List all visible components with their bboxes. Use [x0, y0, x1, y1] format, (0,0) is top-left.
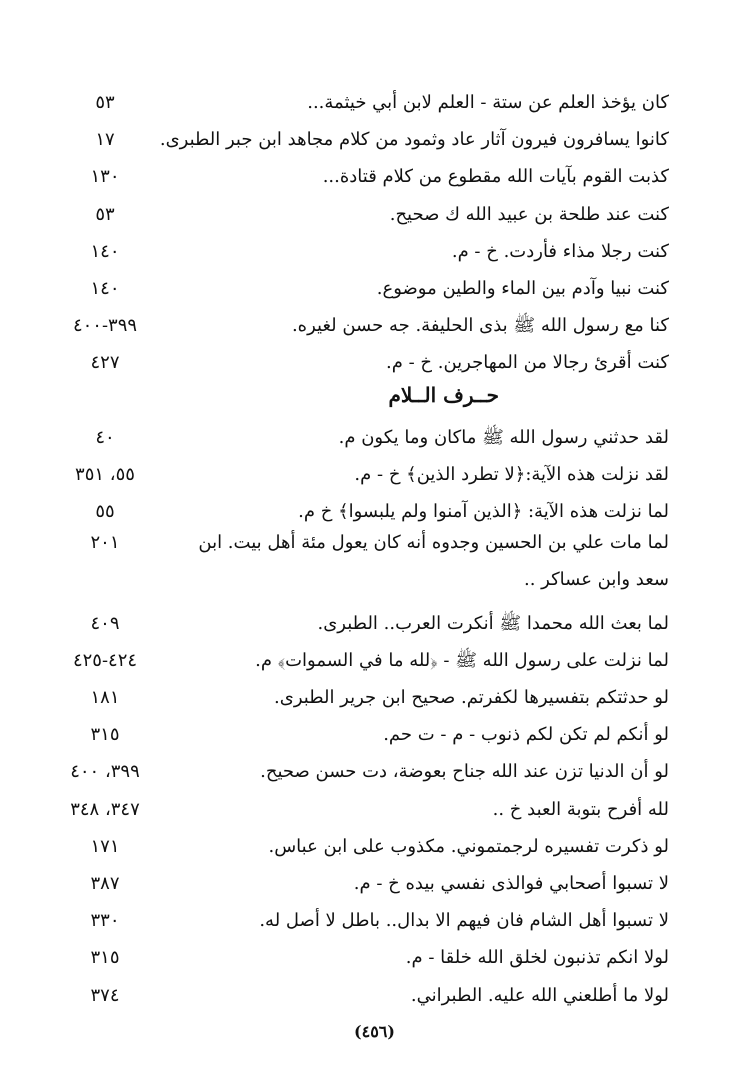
page-reference: ٣٣٠: [90, 910, 120, 932]
index-entry: [0, 264, 749, 301]
page-reference: ٤٢٤-٤٢٥: [72, 649, 138, 671]
index-entry: [0, 747, 749, 784]
hadith-text: كذبت القوم بآيات الله مقطوع من كلام قتادة...: [322, 166, 669, 188]
page-reference: ٣٨٧: [90, 872, 120, 894]
hadith-text: كنت نبيا وآدم بين الماء والطين موضوع.: [376, 277, 669, 299]
hadith-text: لا تسبوا أهل الشام فان فيهم الا بدال.. باطل لا أصل له.: [259, 910, 669, 932]
index-entry: [0, 78, 749, 115]
hadith-text: لما بعث الله محمدا ﷺ أنكرت العرب.. الطبرى.: [317, 612, 669, 634]
hadith-text: كنت رجلا مذاء فأردت. خ - م.: [451, 240, 669, 262]
index-entry: [0, 636, 749, 673]
hadith-text: لو أن الدنيا تزن عند الله جناح بعوضة، دت حسن صحيح.: [260, 761, 669, 783]
page-reference: ٣١٥: [90, 947, 120, 969]
section-heading: حــرف الــلام: [388, 382, 499, 407]
page-reference: ٣٤٧، ٣٤٨: [70, 798, 140, 820]
page-reference: ٣٩٩، ٤٠٠: [70, 761, 140, 783]
page-reference: ٥٥: [95, 501, 115, 523]
hadith-text: لقد نزلت هذه الآية:﴿لا تطرد الذين﴾ خ - م.: [354, 463, 669, 485]
index-entry: [0, 896, 749, 933]
page-reference: ٥٣: [95, 203, 115, 225]
hadith-text: لولا ما أطلعني الله عليه. الطبراني.: [410, 984, 669, 1006]
page-reference: ٤٢٧: [90, 352, 120, 374]
hadith-text: لو أنكم لم تكن لكم ذنوب - م - ت حم.: [383, 724, 669, 746]
hadith-text: لله أفرح بتوبة العبد خ ..: [492, 798, 669, 820]
page-reference: ٤٠: [95, 426, 115, 448]
index-entry: [0, 822, 749, 859]
page-reference: ١٤٠: [90, 277, 120, 299]
hadith-text: كنت عند طلحة بن عبيد الله ك صحيح.: [389, 203, 669, 225]
hadith-text: لما نزلت على رسول الله ﷺ - ﴿لله ما في السموات﴾ م.: [255, 649, 669, 671]
page-reference: ٣١٥: [90, 724, 120, 746]
hadith-text: كان يؤخذ العلم عن ستة - العلم لابن أبي خيثمة...: [307, 92, 669, 113]
hadith-text: كنت أقرئ رجالا من المهاجرين. خ - م.: [386, 352, 669, 374]
index-entry: [0, 413, 749, 450]
page-reference: ٢٠١: [90, 532, 120, 554]
page-reference: ٥٥، ٣٥١: [75, 463, 135, 485]
hadith-text: كانوا يسافرون فيرون آثار عاد وثمود من كلام مجاهد ابن جبر الطبرى.: [159, 129, 669, 151]
page-number: (٤٥٦): [354, 1022, 395, 1041]
index-entry: [0, 190, 749, 227]
hadith-text: لقد حدثني رسول الله ﷺ ماكان وما يكون م.: [338, 426, 669, 448]
hadith-text: كنا مع رسول الله ﷺ بذى الحليفة. جه حسن لغيره.: [291, 315, 669, 337]
index-entry: [0, 524, 749, 598]
index-entry: [0, 487, 749, 524]
index-entry: [0, 450, 749, 487]
index-entry: [0, 115, 749, 152]
index-entry: [0, 971, 749, 1008]
hadith-text: لولا انكم تذنبون لخلق الله خلقا - م.: [405, 947, 669, 969]
index-entry: [0, 859, 749, 896]
page-reference: ١٧: [95, 129, 115, 151]
index-entry: [0, 599, 749, 636]
index-entry: [0, 301, 749, 338]
hadith-text: لما مات علي بن الحسين وجدوه أنه كان يعول مئة أهل بيت. ابن سعد وابن عساكر ..: [198, 532, 669, 591]
page-reference: ١٧١: [90, 835, 120, 857]
hadith-text: لما نزلت هذه الآية: ﴿الذين آمنوا ولم يلبسوا﴾ خ م.: [298, 501, 669, 523]
index-entry: [0, 933, 749, 970]
page-reference: ٤٠٩: [90, 612, 120, 634]
page-reference: ٥٣: [95, 92, 115, 113]
index-entry: [0, 785, 749, 822]
index-entry: [0, 227, 749, 264]
index-entries-list: [0, 78, 749, 1008]
page-reference: ٣٩٩-٤٠٠: [72, 315, 138, 337]
page-reference: ١٣٠: [90, 166, 120, 188]
section-heading-row: [0, 376, 749, 413]
index-entry: [0, 673, 749, 710]
hadith-text: لو حدثتكم بتفسيرها لكفرتم. صحيح ابن جرير الطبرى.: [274, 687, 669, 709]
page-reference: ٣٧٤: [90, 984, 120, 1006]
index-entry: [0, 152, 749, 189]
index-entry: [0, 710, 749, 747]
hadith-text: لا تسبوا أصحابي فوالذى نفسي بيده خ - م.: [353, 872, 669, 894]
index-entry: [0, 338, 749, 375]
page-reference: ١٨١: [90, 687, 120, 709]
page-reference: ١٤٠: [90, 240, 120, 262]
hadith-text: لو ذكرت تفسيره لرجمتموني. مكذوب على ابن عباس.: [268, 835, 669, 857]
